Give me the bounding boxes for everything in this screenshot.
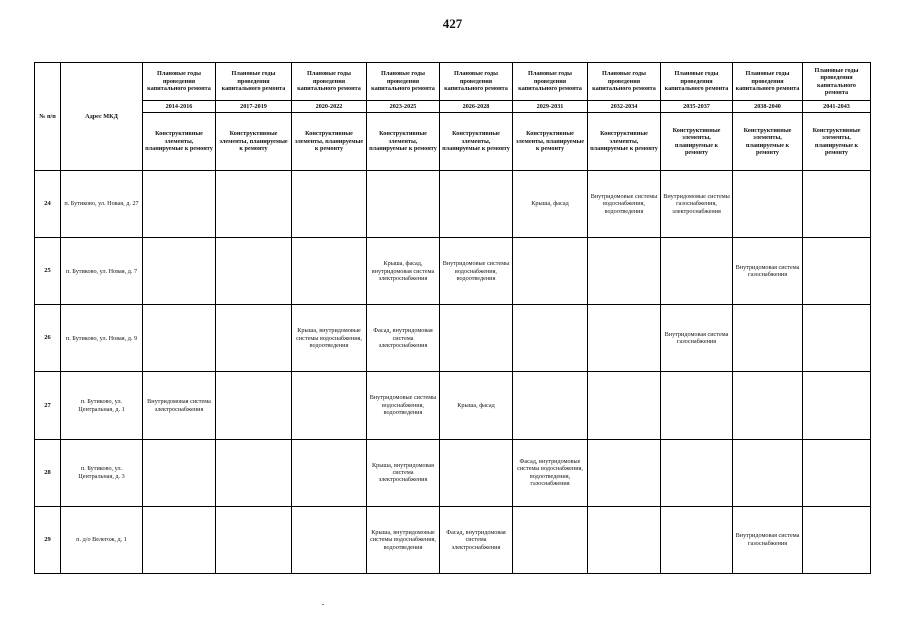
- repair-elements-cell: [440, 171, 513, 238]
- period-title-header: Плановые годы проведения капитального ремонта: [216, 63, 292, 101]
- table-row: [35, 439, 871, 506]
- repair-elements-cell: Фасад, внутридомовая система электроснабжения: [440, 506, 513, 573]
- table-header: [35, 63, 871, 171]
- row-number-cell: 28: [35, 439, 61, 506]
- period-years-header: 2038-2040: [733, 101, 803, 113]
- period-years-header: 2014-2016: [143, 101, 216, 113]
- period-elements-header: Конструктивные элементы, планируемые к ремонту: [216, 113, 292, 171]
- repair-elements-cell: [803, 238, 871, 305]
- table-row: [35, 171, 871, 238]
- repair-elements-cell: [292, 506, 367, 573]
- repair-elements-cell: Внутридомовая система электроснабжения: [143, 372, 216, 439]
- address-cell: п. Бутиково, ул. Центральная, д. 3: [61, 439, 143, 506]
- repair-elements-cell: [733, 305, 803, 372]
- table-row: [35, 372, 871, 439]
- repair-elements-cell: [588, 439, 661, 506]
- repair-elements-cell: [440, 305, 513, 372]
- repair-elements-cell: Внутридомовые системы газоснабжения, электроснабжения: [661, 171, 733, 238]
- period-elements-header: Конструктивные элементы, планируемые к ремонту: [803, 113, 871, 171]
- repair-elements-cell: Внутридомовые системы водоснабжения, водоотведения: [588, 171, 661, 238]
- repair-elements-cell: [216, 506, 292, 573]
- period-title-header: Плановые годы проведения капитального ремонта: [143, 63, 216, 101]
- period-elements-header: Конструктивные элементы, планируемые к ремонту: [367, 113, 440, 171]
- repair-elements-cell: Внутридомовая система газоснабжения: [661, 305, 733, 372]
- period-elements-header: Конструктивные элементы, планируемые к ремонту: [143, 113, 216, 171]
- repair-elements-cell: [292, 238, 367, 305]
- header-row-years: [35, 101, 871, 113]
- repair-elements-cell: [292, 171, 367, 238]
- row-number-cell: 27: [35, 372, 61, 439]
- repair-elements-cell: Фасад, внутридомовая система электроснабжения: [367, 305, 440, 372]
- repair-elements-cell: Крыша, внутридомовые системы водоснабжения, водоотведения: [367, 506, 440, 573]
- repair-elements-cell: [661, 439, 733, 506]
- repair-elements-cell: [367, 171, 440, 238]
- repair-elements-cell: [143, 439, 216, 506]
- table-row: [35, 238, 871, 305]
- repair-elements-cell: Фасад, внутридомовые системы водоснабжения, водоотведения, газоснабжения: [513, 439, 588, 506]
- repair-elements-cell: [216, 171, 292, 238]
- repair-elements-cell: [216, 372, 292, 439]
- repair-elements-cell: [513, 372, 588, 439]
- row-number-cell: 25: [35, 238, 61, 305]
- period-years-header: 2020-2022: [292, 101, 367, 113]
- address-cell: п. д/о Велегож, д. 1: [61, 506, 143, 573]
- period-elements-header: Конструктивные элементы, планируемые к ремонту: [661, 113, 733, 171]
- row-number-cell: 24: [35, 171, 61, 238]
- column-header-address: Адрес МКД: [61, 63, 143, 171]
- repair-elements-cell: [733, 171, 803, 238]
- repair-elements-cell: [733, 439, 803, 506]
- period-title-header: Плановые годы проведения капитального ремонта: [661, 63, 733, 101]
- period-years-header: 2029-2031: [513, 101, 588, 113]
- column-header-number: № п/п: [35, 63, 61, 171]
- row-number-cell: 26: [35, 305, 61, 372]
- table-row: [35, 305, 871, 372]
- period-title-header: Плановые годы проведения капитального ремонта: [292, 63, 367, 101]
- period-elements-header: Конструктивные элементы, планируемые к ремонту: [588, 113, 661, 171]
- repair-elements-cell: Внутридомовая система газоснабжения: [733, 238, 803, 305]
- scan-speck: [322, 604, 324, 605]
- repair-elements-cell: [143, 506, 216, 573]
- address-cell: п. Бутиково, ул. Новая, д. 27: [61, 171, 143, 238]
- repair-elements-cell: Крыша, фасад, внутридомовая система электроснабжения: [367, 238, 440, 305]
- repair-elements-cell: [292, 372, 367, 439]
- period-elements-header: Конструктивные элементы, планируемые к ремонту: [440, 113, 513, 171]
- repair-elements-cell: Внутридомовые системы водоснабжения, водоотведения: [367, 372, 440, 439]
- repair-elements-cell: Крыша, фасад: [440, 372, 513, 439]
- repair-elements-cell: [513, 238, 588, 305]
- repair-elements-cell: [216, 305, 292, 372]
- repair-elements-cell: [803, 439, 871, 506]
- repair-elements-cell: Внутридомовая система газоснабжения: [733, 506, 803, 573]
- repair-elements-cell: [143, 238, 216, 305]
- page-number: 427: [442, 16, 463, 31]
- repair-elements-cell: [803, 305, 871, 372]
- repair-elements-cell: [513, 506, 588, 573]
- period-years-header: 2032-2034: [588, 101, 661, 113]
- repair-elements-cell: [143, 171, 216, 238]
- address-cell: п. Бутиково, ул. Центральная, д. 1: [61, 372, 143, 439]
- repair-elements-cell: [216, 439, 292, 506]
- period-title-header: Плановые годы проведения капитального ремонта: [733, 63, 803, 101]
- repair-elements-cell: Внутридомовые системы водоснабжения, водоотведения: [440, 238, 513, 305]
- repair-elements-cell: [661, 372, 733, 439]
- repair-elements-cell: [661, 238, 733, 305]
- repair-elements-cell: [588, 506, 661, 573]
- repair-elements-cell: [513, 305, 588, 372]
- repair-elements-cell: [588, 238, 661, 305]
- header-row-titles: [35, 63, 871, 101]
- repair-elements-cell: Крыша, внутридомовые системы водоснабжения, водоотведения: [292, 305, 367, 372]
- header-row-elements: [35, 113, 871, 171]
- repair-elements-cell: [143, 305, 216, 372]
- repair-elements-cell: [440, 439, 513, 506]
- repair-elements-cell: [803, 171, 871, 238]
- period-elements-header: Конструктивные элементы, планируемые к ремонту: [513, 113, 588, 171]
- address-cell: п. Бутиково, ул. Новая, д. 9: [61, 305, 143, 372]
- repair-elements-cell: Крыша, фасад: [513, 171, 588, 238]
- period-years-header: 2017-2019: [216, 101, 292, 113]
- period-years-header: 2035-2037: [661, 101, 733, 113]
- repair-elements-cell: [292, 439, 367, 506]
- period-years-header: 2026-2028: [440, 101, 513, 113]
- period-title-header: Плановые годы проведения капитального ремонта: [513, 63, 588, 101]
- period-elements-header: Конструктивные элементы, планируемые к ремонту: [292, 113, 367, 171]
- capital-repair-plan-table: [34, 62, 871, 574]
- repair-elements-cell: [661, 506, 733, 573]
- repair-elements-cell: [588, 372, 661, 439]
- repair-elements-cell: [733, 372, 803, 439]
- table-row: [35, 506, 871, 573]
- period-elements-header: Конструктивные элементы, планируемые к ремонту: [733, 113, 803, 171]
- repair-elements-cell: Крыша, внутридомовая система электроснабжения: [367, 439, 440, 506]
- period-title-header: Плановые годы проведения капитального ремонта: [803, 63, 871, 101]
- period-title-header: Плановые годы проведения капитального ремонта: [367, 63, 440, 101]
- row-number-cell: 29: [35, 506, 61, 573]
- repair-elements-cell: [588, 305, 661, 372]
- repair-elements-cell: [803, 372, 871, 439]
- period-title-header: Плановые годы проведения капитального ремонта: [440, 63, 513, 101]
- period-title-header: Плановые годы проведения капитального ремонта: [588, 63, 661, 101]
- repair-elements-cell: [803, 506, 871, 573]
- period-years-header: 2023-2025: [367, 101, 440, 113]
- repair-elements-cell: [216, 238, 292, 305]
- table-body: [35, 171, 871, 574]
- period-years-header: 2041-2043: [803, 101, 871, 113]
- address-cell: п. Бутиково, ул. Новая, д. 7: [61, 238, 143, 305]
